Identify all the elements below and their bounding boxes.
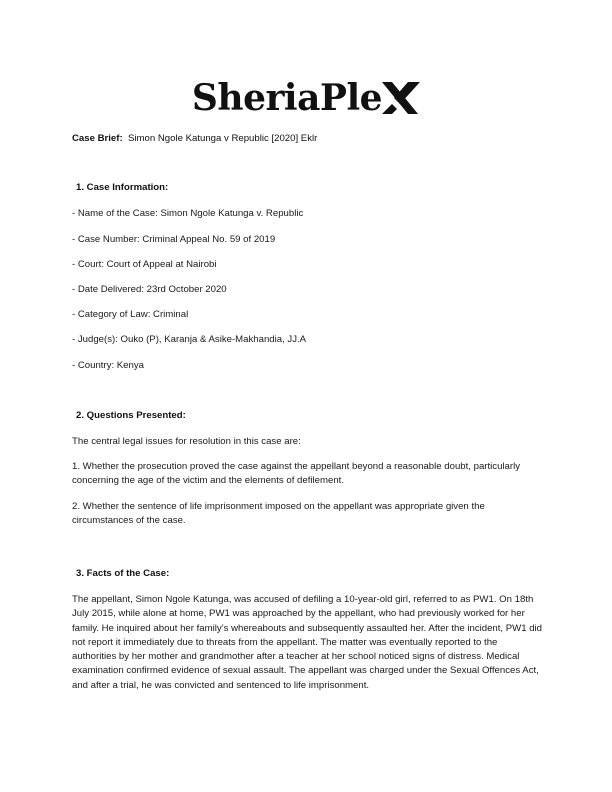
question-1: 1. Whether the prosecution proved the case against the appellant beyond a reasonable doubt, particularly concerning the age of the victim and the elements of defilement. (72, 461, 521, 487)
case-info-name: - Name of the Case: Simon Ngole Katunga v. Republic (72, 208, 304, 219)
questions-intro: The central legal issues for resolution in this case are: (72, 436, 301, 447)
sheriaplex-logo (0, 76, 612, 122)
case-brief-title: Simon Ngole Katunga v Republic [2020] Eklr (128, 133, 318, 144)
case-brief-label: Case Brief: (72, 133, 123, 144)
case-info-country: - Country: Kenya (72, 360, 144, 371)
section-heading-facts: 3. Facts of the Case: (76, 568, 170, 579)
facts-paragraph: The appellant, Simon Ngole Katunga, was accused of defiling a 10-year-old girl, referred to as PW1. On 18th July 2015, while alone at home, PW1 was approached by the appellant, who had previously worked for her family. He inquired about her family’s whereabouts and subsequently assaulted her. After the incident, PW1 did not report it immediately due to threats from the appellant. The matter was eventually reported to the authorities by her mother and grandmother after a teacher at her school noticed signs of distress. Medical examination confirmed evidence of sexual assault. The appellant was charged under the Sexual Offences Act, and after a trial, he was convicted and sentenced to life imprisonment. (72, 594, 543, 691)
case-brief-line (72, 132, 317, 146)
case-info-court: - Court: Court of Appeal at Nairobi (72, 259, 217, 270)
logo-x-mark-icon (380, 80, 420, 116)
case-info-date: - Date Delivered: 23rd October 2020 (72, 284, 227, 295)
question-2: 2. Whether the sentence of life imprisonment imposed on the appellant was appropriate given the circumstances of the case. (72, 501, 485, 527)
case-info-number: - Case Number: Criminal Appeal No. 59 of 2019 (72, 234, 276, 245)
logo-wordmark: SheriaPle (191, 77, 383, 119)
case-info-judges: - Judge(s): Ouko (P), Karanja & Asike-Makhandia, JJ.A (72, 334, 307, 345)
section-heading-questions: 2. Questions Presented: (76, 410, 186, 421)
case-info-category: - Category of Law: Criminal (72, 309, 189, 320)
section-heading-case-information: 1. Case Information: (76, 182, 169, 193)
